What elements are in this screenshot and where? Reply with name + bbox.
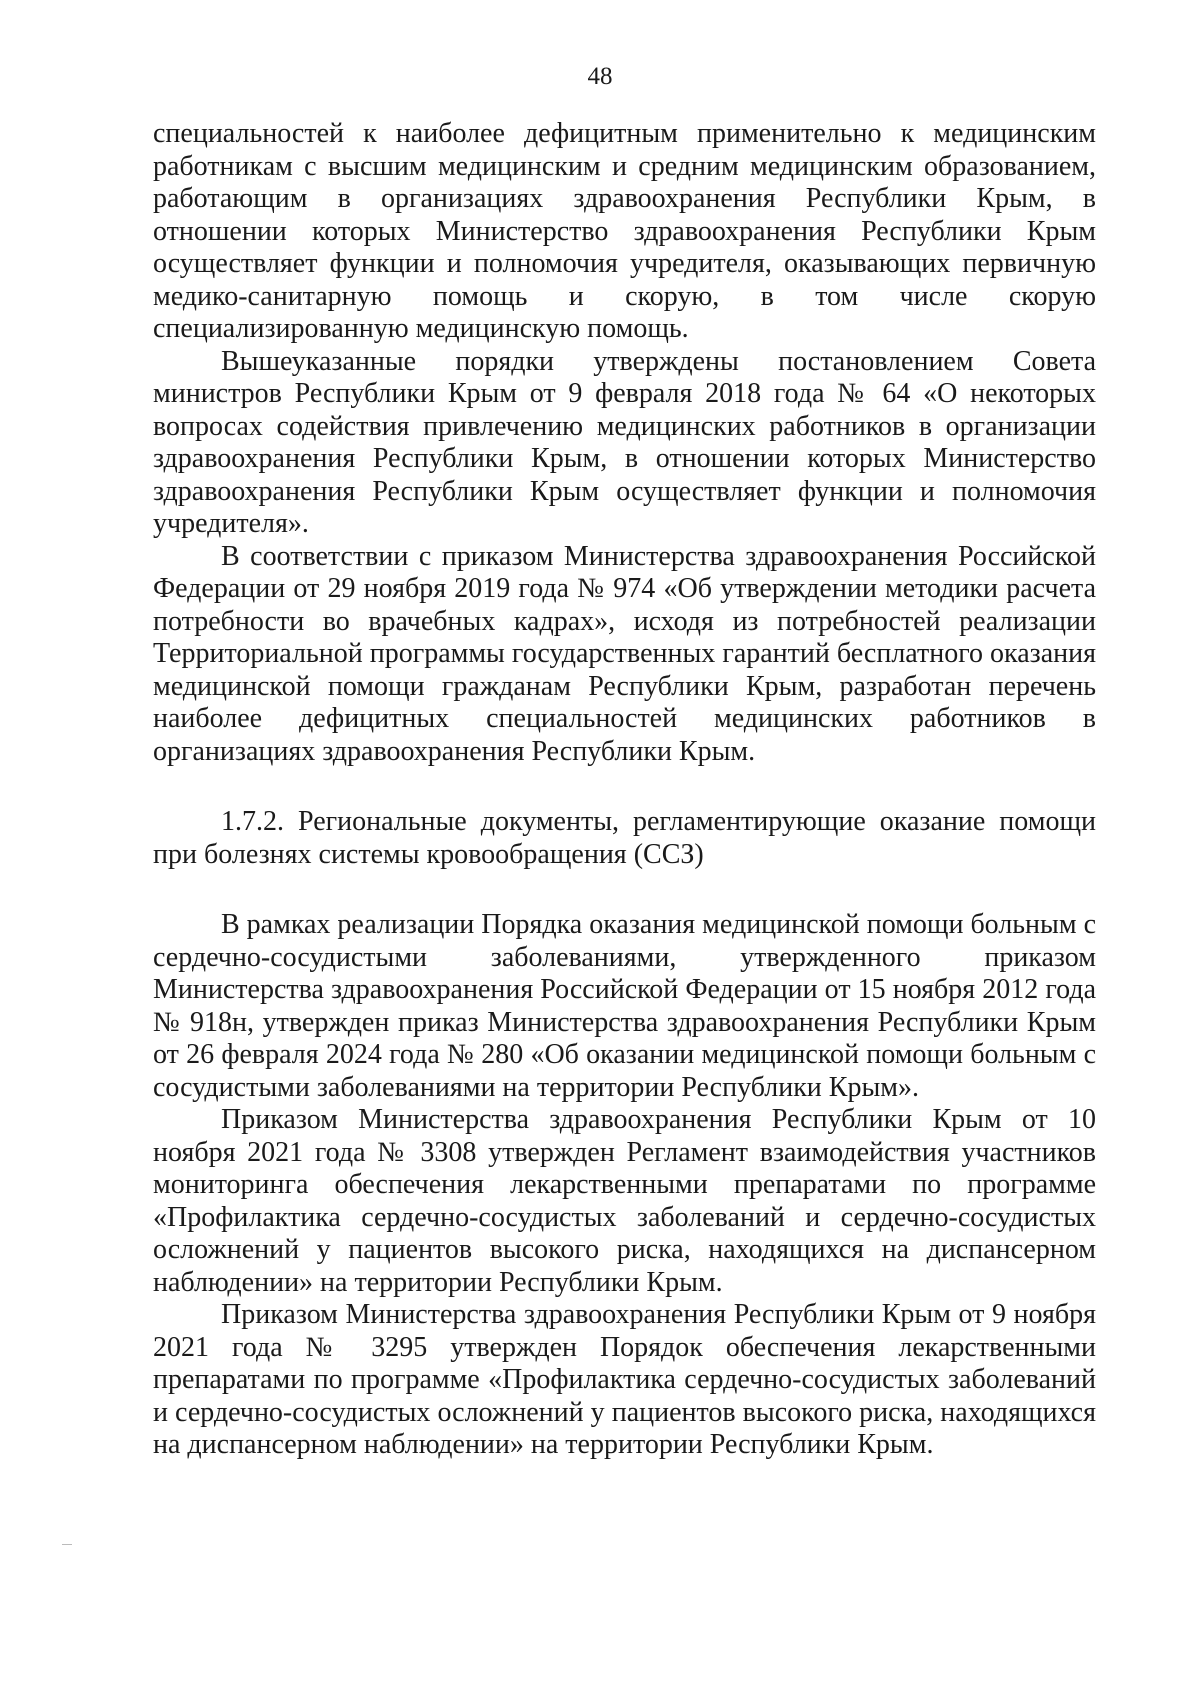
paragraph: специальностей к наиболее дефицитным применительно к медицинским работникам с высшим медицинским и средним медицинским образованием, работающим в организациях здравоохранения Республики Крым, в отношении которых Министерство здравоохранения Республики Крым осуществляет функции и полномочия учредителя, оказывающих первичную медико-санитарную помощь и скорую, в том числе скорую специализированную медицинскую помощь. — [153, 118, 1096, 344]
spacer — [153, 871, 1096, 909]
scan-artifact — [62, 1544, 72, 1545]
document-body — [153, 118, 1096, 1462]
paragraph: Вышеуказанные порядки утверждены постановлением Совета министров Республики Крым от 9 февраля 2018 года № 64 «О некоторых вопросах содействия привлечению медицинских работников в организации здравоохранения Республики Крым, в отношении которых Министерство здравоохранения Республики Крым осуществляет функции и полномочия учредителя». — [153, 345, 1096, 539]
paragraph: Приказом Министерства здравоохранения Республики Крым от 9 ноября 2021 года № 3295 утвержден Порядок обеспечения лекарственными препаратами по программе «Профилактика сердечно-сосудистых заболеваний и сердечно-сосудистых осложнений у пациентов высокого риска, находящихся на диспансерном наблюдении» на территории Республики Крым. — [153, 1299, 1096, 1460]
paragraph: В рамках реализации Порядка оказания медицинской помощи больным с сердечно-сосудистыми заболеваниями, утвержденного приказом Министерства здравоохранения Российской Федерации от 15 ноября 2012 года № 918н, утвержден приказ Министерства здравоохранения Республики Крым от 26 февраля 2024 года № 280 «Об оказании медицинской помощи больным с сосудистыми заболеваниями на территории Республики Крым». — [153, 909, 1096, 1103]
paragraph: Приказом Министерства здравоохранения Республики Крым от 10 ноября 2021 года № 3308 утвержден Регламент взаимодействия участников мониторинга обеспечения лекарственными препаратами по программе «Профилактика сердечно-сосудистых заболеваний и сердечно-сосудистых осложнений у пациентов высокого риска, находящихся на диспансерном наблюдении» на территории Республики Крым. — [153, 1104, 1096, 1298]
paragraph: В соответствии с приказом Министерства здравоохранения Российской Федерации от 29 ноября 2019 года № 974 «Об утверждении методики расчета потребности во врачебных кадрах», исходя из потребностей реализации Территориальной программы государственных гарантий бесплатного оказания медицинской помощи гражданам Республики Крым, разработан перечень наиболее дефицитных специальностей медицинских работников в организациях здравоохранения Республики Крым. — [153, 540, 1096, 767]
spacer — [153, 768, 1096, 806]
section-heading: 1.7.2. Региональные документы, регламентирующие оказание помощи при болезнях системы кровообращения (ССЗ) — [153, 806, 1096, 870]
page-number: 48 — [587, 63, 613, 90]
